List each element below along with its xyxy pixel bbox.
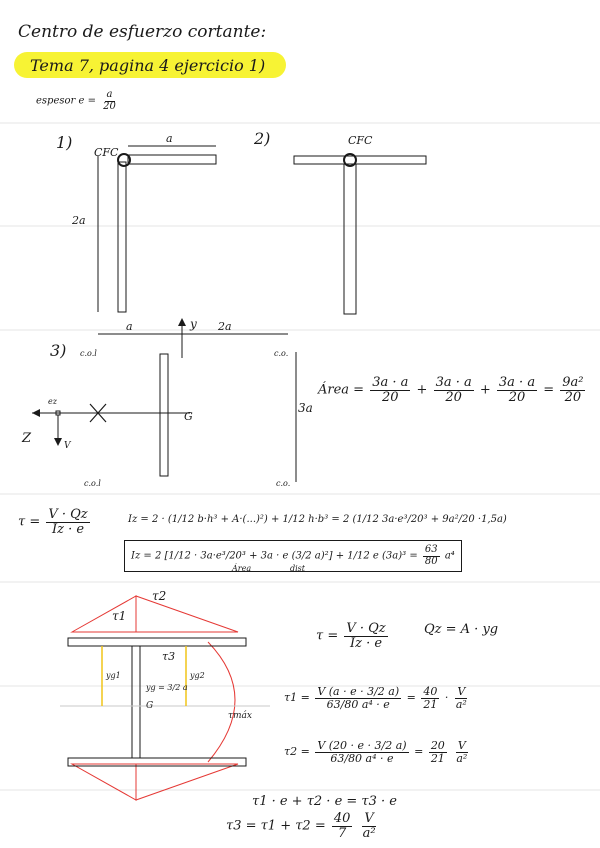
diagram-3-centroid: G [184,410,193,423]
diagram-3-ez-label: ez [48,397,57,406]
tau3-equation: τ3 = τ1 + τ2 = $\frac{40}{7}$ $\frac{V}{\text{a²}}$ [226,811,376,841]
diagram-2-cfc-label: CFC [348,134,373,147]
corner-bottom-left: c.o.l [84,479,101,488]
bottom-flange-stress-right [136,764,238,800]
corner-top-right: c.o. [274,349,289,358]
page-title: Centro de esfuerzo cortante: [18,22,267,42]
tau2-equation: τ2 = $\frac{V (20 \cdot e \cdot 3/2 a)}{\text{63/80 a⁴ · e}}$ = $\frac{20}{21}$ $\frac{V}{\text{a²}}$ [284,739,468,765]
label-yg-center: yg = 3/2 a [146,683,188,692]
top-flange [68,638,246,646]
diagram-1-dim-a: a [166,132,173,145]
corner-bottom-right: c.o. [276,479,291,488]
diagram-3-v-label: V [64,441,71,451]
diagram-1-number: 1) [56,133,73,152]
label-tau3: τ3 [162,650,176,663]
label-g: G [146,701,154,711]
bottom-flange [68,758,246,766]
diagram-3-dim-a: a [126,320,133,333]
label-tau2: τ2 [152,589,167,603]
diagram-3-z-axis: Z [22,431,32,446]
area-equation: Área = $\frac{3a \cdot a}{20}$ + $\frac{3a \cdot a}{20}$ + $\frac{3a \cdot a}{20}$ = $\frac{\text{9a²}}{20}$ [318,375,584,405]
thickness-label: espesor e = [36,95,96,107]
diagram-3-dim-3a: 3a [298,401,313,415]
tau-formula-right: τ = $\frac{V \cdot Qz}{Iz \cdot e}$ [316,621,386,651]
top-flange-stress [72,596,136,632]
shear-stress-diagram [60,586,300,808]
diagram-1-cfc-label: CFC [94,146,119,159]
inertia-line-1: Iz = 2 · (1/12 b·h³ + A·(...)²) + 1/12 h·b³ = 2 (1/12 3a·e³/20³ + 9a²/20 ·1,5a) [128,514,507,525]
annot-area: Área [232,564,252,573]
label-yg2: yg2 [190,671,205,680]
corner-top-left: c.o.l [80,349,97,358]
diagram-3-y-axis: y [190,317,197,331]
bottom-flange-stress [72,764,136,800]
label-tau1: τ1 [112,609,127,623]
diagram-1-dim-2a: 2a [72,214,86,227]
web [132,646,140,758]
diagram-3-web [160,354,168,476]
web-stress-parabola [208,642,235,762]
diagram-2-flange [294,156,426,164]
qz-formula: Qz = A · yg [424,622,499,637]
annot-dist: dist [290,564,305,573]
tau-formula-left: τ = $\frac{V \cdot Qz}{Iz \cdot e}$ [18,507,88,537]
diagram-2-number: 2) [254,129,271,148]
label-yg1: yg1 [106,671,121,680]
inertia-line-2: Iz = 2 [1/12 · 3a·e³/20³ + 3a · e (3/2 a)²] + 1/12 e (3a)³ = $\frac{63}{80}$ a⁴ [124,540,462,572]
diagram-3-dim-2a: 2a [218,320,232,333]
thickness-note [36,90,120,112]
thickness-fraction: $\frac{a}{20}$ [103,89,116,112]
diagram-1-web [118,162,126,312]
label-tau-max: τmáx [228,711,252,721]
tau1-equation: τ1 = $\frac{V (a \cdot e \cdot 3/2 a)}{\text{63/80 a⁴ · e}}$ = $\frac{40}{21}$ · $\frac{V}{\text{a²}}$ [284,685,467,711]
diagram-3-section [14,316,314,492]
exercise-title: Tema 7, pagina 4 ejercicio 1) [30,56,266,75]
diagram-3-number: 3) [50,341,67,360]
diagram-2-web [344,164,356,314]
diagram-2-t-section [250,122,450,322]
sum-equation: τ1 · e + τ2 · e = τ3 · e [252,794,397,809]
diagram-1-flange [128,155,216,164]
diagram-1-l-section [40,128,240,328]
